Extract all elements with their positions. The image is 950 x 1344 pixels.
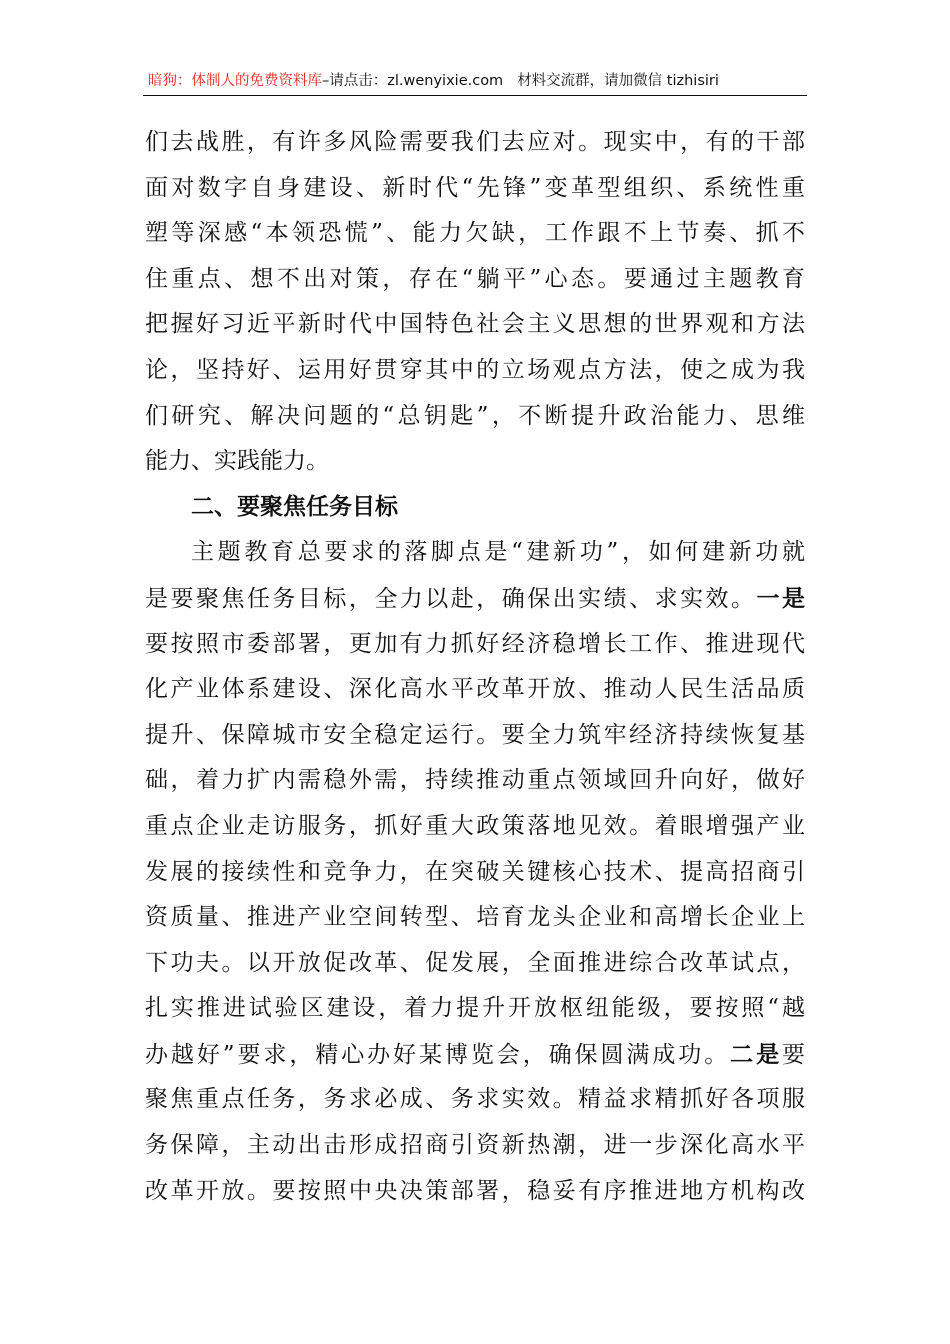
paragraph-1-line: 把握好习近平新时代中国特色社会主义思想的世界观和方法	[145, 311, 805, 338]
paragraph-2-line: 务保障，主动出击形成招商引资新热潮，进一步深化高水平	[145, 1132, 805, 1159]
section-heading: 二、要聚焦任务目标	[191, 493, 398, 520]
marker-one: 一是	[756, 584, 805, 612]
paragraph-2-line: 重点企业走访服务，抓好重大政策落地见效。着眼增强产业	[145, 812, 805, 839]
paragraph-2-text: 是要聚焦任务目标，全力以赴，确保出实绩、求实效。	[145, 585, 757, 612]
paragraph-2-line: 提升、保障城市安全稳定运行。要全力筑牢经济持续恢复基	[145, 721, 805, 748]
paragraph-2-text: 要	[782, 1041, 805, 1068]
paragraph-2-line: 础，着力扩内需稳外需，持续推动重点领域回升向好，做好	[145, 767, 805, 794]
paragraph-2-text: 办越好”要求，精心办好某博览会，确保圆满成功。	[145, 1041, 731, 1068]
marker-two: 二是	[730, 1040, 782, 1068]
paragraph-1-line: 能力、实践能力。	[145, 448, 329, 475]
document-body	[145, 120, 805, 1214]
paragraph-2-line: 要按照市委部署，更加有力抓好经济稳增长工作、推进现代	[145, 630, 805, 657]
paragraph-2-line: 聚焦重点任务，务求必成、务求实效。精益求精抓好各项服	[145, 1086, 805, 1113]
page-header	[148, 70, 806, 92]
paragraph-2-line: 资质量、推进产业空间转型、培育龙头企业和高增长企业上	[145, 904, 805, 931]
paragraph-1-line: 们去战胜，有许多风险需要我们去应对。现实中，有的干部	[145, 129, 805, 155]
paragraph-2-line: 扎实推进试验区建设，着力提升开放枢纽能级，要按照“越	[145, 995, 805, 1022]
paragraph-1-line: 们研究、解决问题的“总钥匙”，不断提升政治能力、思维	[145, 402, 805, 429]
paragraph-2-line: 下功夫。以开放促改革、促发展，全面推进综合改革试点，	[145, 949, 805, 976]
wechat-note: 材料交流群，请加微信 tizhisiri	[517, 73, 719, 89]
site-url-link[interactable]: zl.wenyixie.com	[387, 73, 504, 89]
paragraph-1-line: 面对数字自身建设、新时代“先锋”变革型组织、系统性重	[145, 174, 805, 201]
paragraph-2-line: 发展的接续性和竞争力，在突破关键核心技术、提高招商引	[145, 858, 805, 885]
paragraph-2-line	[145, 1032, 805, 1078]
paragraph-2-line	[145, 576, 805, 622]
site-name: 暗狗：体制人的免费资料库	[148, 73, 322, 89]
paragraph-2-line: 改革开放。要按照中央决策部署，稳妥有序推进地方机构改	[145, 1177, 805, 1204]
paragraph-2-line: 化产业体系建设、深化高水平改革开放、推动人民生活品质	[145, 676, 805, 703]
link-prompt: –请点击：	[322, 73, 388, 89]
paragraph-1-line: 论，坚持好、运用好贯穿其中的立场观点方法，使之成为我	[145, 356, 805, 383]
header-divider	[143, 95, 807, 96]
paragraph-2-line: 主题教育总要求的落脚点是“建新功”，如何建新功就	[191, 539, 805, 566]
paragraph-1-line: 住重点、想不出对策，存在“躺平”心态。要通过主题教育	[145, 265, 805, 292]
paragraph-1-line: 塑等深感“本领恐慌”、能力欠缺，工作跟不上节奏、抓不	[145, 220, 805, 247]
